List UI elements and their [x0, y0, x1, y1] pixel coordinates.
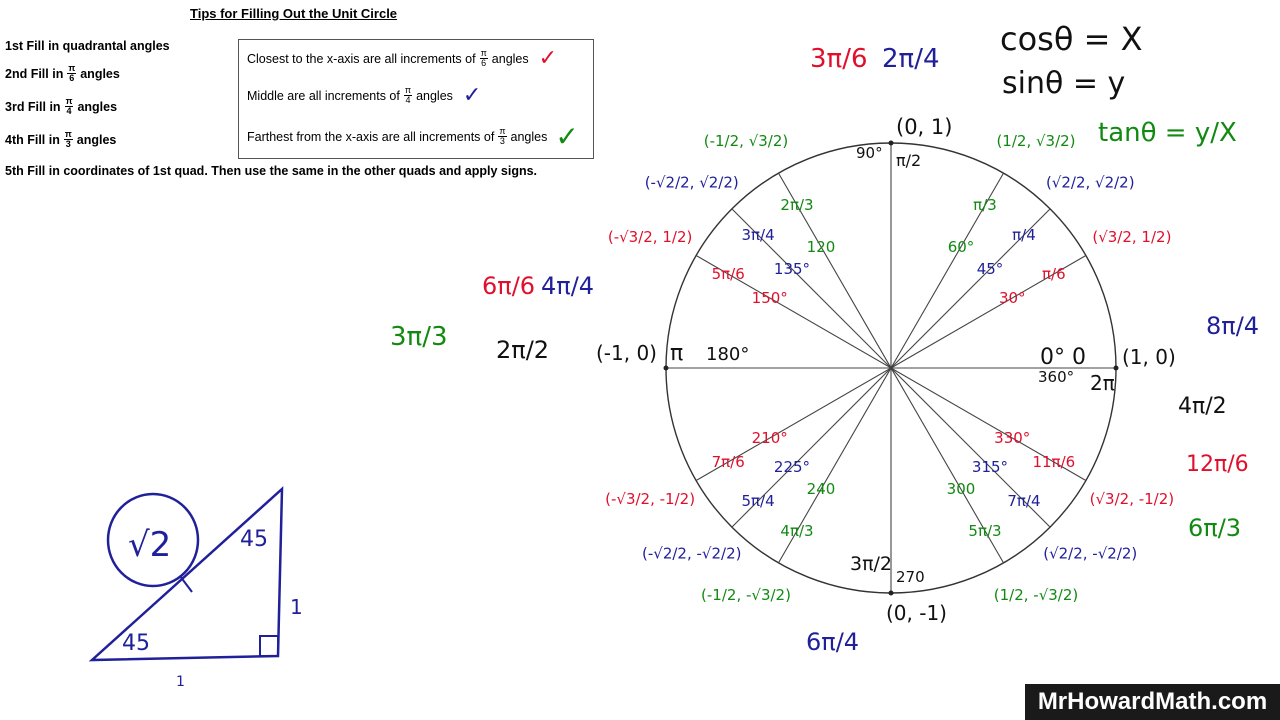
degree-label-315: 315° [971, 457, 1009, 476]
radian-label-135: 3π/4 [741, 226, 775, 245]
degree-label-135: 135° [773, 260, 811, 279]
step-3-suffix: angles [77, 99, 118, 114]
cos-formula: cosθ = X [1000, 20, 1143, 58]
degree-label-150: 150° [751, 289, 788, 307]
note-4pi-over-4: 4π/4 [541, 272, 595, 300]
check-red-icon: ✓ [538, 46, 558, 71]
left-coordinate: (-1, 0) [596, 341, 657, 365]
step-4-fraction: $\frac{\pi}{3}$ [64, 129, 72, 149]
coordinate-label-210: (-√3/2, -1/2) [605, 490, 696, 508]
bottom-coordinate: (0, -1) [886, 601, 947, 625]
note-2pi-over-2: 2π/2 [496, 336, 550, 364]
radian-label-30: π/6 [1041, 265, 1066, 283]
degree-label-225: 225° [773, 457, 811, 476]
right-radian: 2π [1090, 371, 1115, 395]
left-degree: 180° [706, 344, 750, 365]
coordinate-label-60: (1/2, √3/2) [996, 132, 1076, 151]
tip-line-pi4: Middle are all increments of $\frac{\pi}{4}$ angles ✓ [247, 83, 482, 108]
degree-label-240: 240 [806, 480, 836, 499]
axis-point-270 [889, 591, 894, 596]
note-3pi-over-3: 3π/3 [390, 322, 448, 352]
special-triangle [92, 489, 303, 690]
hypotenuse-label: √2 [128, 525, 172, 565]
step-3-fraction: $\frac{\pi}{4}$ [65, 96, 73, 116]
brand-watermark: MrHowardMath.com [1025, 684, 1280, 720]
coordinate-label-45: (√2/2, √2/2) [1045, 173, 1135, 192]
top-radian: π/2 [896, 151, 922, 170]
tip-line-pi6: Closest to the x-axis are all increments of $\frac{\pi}{6}$ angles ✓ [247, 46, 558, 71]
radian-label-330: 11π/6 [1032, 453, 1076, 471]
radian-label-210: 7π/6 [711, 453, 745, 471]
top-degree: 90° [856, 144, 883, 162]
degree-label-45: 45° [976, 260, 1004, 279]
degree-label-300: 300 [946, 480, 976, 499]
triangle-shape [92, 489, 282, 660]
step-2-fraction: $\frac{\pi}{6}$ [68, 63, 76, 83]
radian-label-315: 7π/4 [1007, 491, 1041, 510]
tip-line-pi3: Farthest from the x-axis are all increments of $\frac{\pi}{3}$ angles ✓ [247, 120, 579, 153]
step-5-text: 5th Fill in coordinates of 1st quad. Then use the same in the other quads and apply signs. [5, 164, 538, 178]
right-degree: 0° 0 [1040, 345, 1086, 370]
bottom-radian: 3π/2 [850, 553, 893, 575]
degree-label-330: 330° [994, 429, 1031, 447]
step-2-prefix: 2nd Fill in [5, 66, 64, 81]
step-4-suffix: angles [76, 132, 117, 147]
axis-point-180 [664, 366, 669, 371]
degree-label-120: 120 [806, 237, 836, 256]
radian-label-150: 5π/6 [711, 265, 745, 283]
bottom-angle-label: 45 [122, 631, 150, 656]
right-coordinate: (1, 0) [1122, 345, 1176, 369]
step-1-text: 1st Fill in quadrantal angles [5, 39, 170, 53]
degree-label-30: 30° [998, 289, 1026, 307]
circle-pointer [180, 576, 192, 592]
sin-formula: sinθ = y [1002, 66, 1126, 101]
radian-label-225: 5π/4 [741, 491, 775, 510]
check-green-icon: ✓ [555, 120, 579, 153]
coordinate-label-315: (√2/2, -√2/2) [1043, 544, 1138, 563]
coordinate-label-135: (-√2/2, √2/2) [644, 173, 739, 192]
radian-label-60: π/3 [973, 196, 997, 215]
radian-label-240: 4π/3 [780, 521, 814, 540]
note-6pi-over-3: 6π/3 [1188, 514, 1242, 542]
step-2-suffix: angles [80, 66, 120, 81]
tan-formula: tanθ = y/X [1098, 118, 1237, 148]
right-degree-360: 360° [1038, 368, 1075, 386]
axis-point-0 [1114, 366, 1119, 371]
step-4-prefix: 4th Fill in [5, 132, 60, 147]
top-coordinate: (0, 1) [896, 115, 953, 139]
note-4pi-over-2: 4π/2 [1178, 394, 1227, 419]
note-2pi-over-4: 2π/4 [882, 44, 940, 74]
bottom-degree: 270 [896, 568, 925, 586]
coordinate-label-240: (-1/2, -√3/2) [701, 585, 791, 604]
coordinate-label-330: (√3/2, -1/2) [1089, 490, 1175, 508]
radian-label-300: 5π/3 [968, 521, 1002, 540]
note-6pi-over-6: 6π/6 [482, 272, 536, 300]
page-title: Tips for Filling Out the Unit Circle [190, 6, 398, 21]
check-blue-icon: ✓ [462, 83, 482, 108]
coordinate-label-225: (-√2/2, -√2/2) [642, 544, 742, 563]
note-8pi-over-4: 8π/4 [1206, 312, 1260, 340]
left-radian: π [670, 341, 684, 366]
top-angle-label: 45 [240, 527, 268, 552]
horizontal-side-label: 1 [176, 674, 185, 690]
note-3pi-over-6: 3π/6 [810, 44, 868, 74]
step-3-prefix: 3rd Fill in [5, 99, 61, 114]
coordinate-label-30: (√3/2, 1/2) [1092, 228, 1172, 246]
axis-point-90 [889, 141, 894, 146]
radian-label-45: π/4 [1012, 226, 1036, 245]
right-angle-marker [260, 636, 278, 656]
coordinate-label-300: (1/2, -√3/2) [993, 585, 1079, 604]
coordinate-label-150: (-√3/2, 1/2) [607, 228, 693, 246]
radian-label-120: 2π/3 [780, 196, 814, 215]
vertical-side-label: 1 [290, 595, 303, 619]
note-6pi-over-4: 6π/4 [806, 628, 860, 656]
degree-label-210: 210° [751, 429, 788, 447]
note-12pi-over-6: 12π/6 [1186, 452, 1249, 477]
degree-label-60: 60° [947, 237, 975, 256]
coordinate-label-120: (-1/2, √3/2) [703, 132, 789, 151]
